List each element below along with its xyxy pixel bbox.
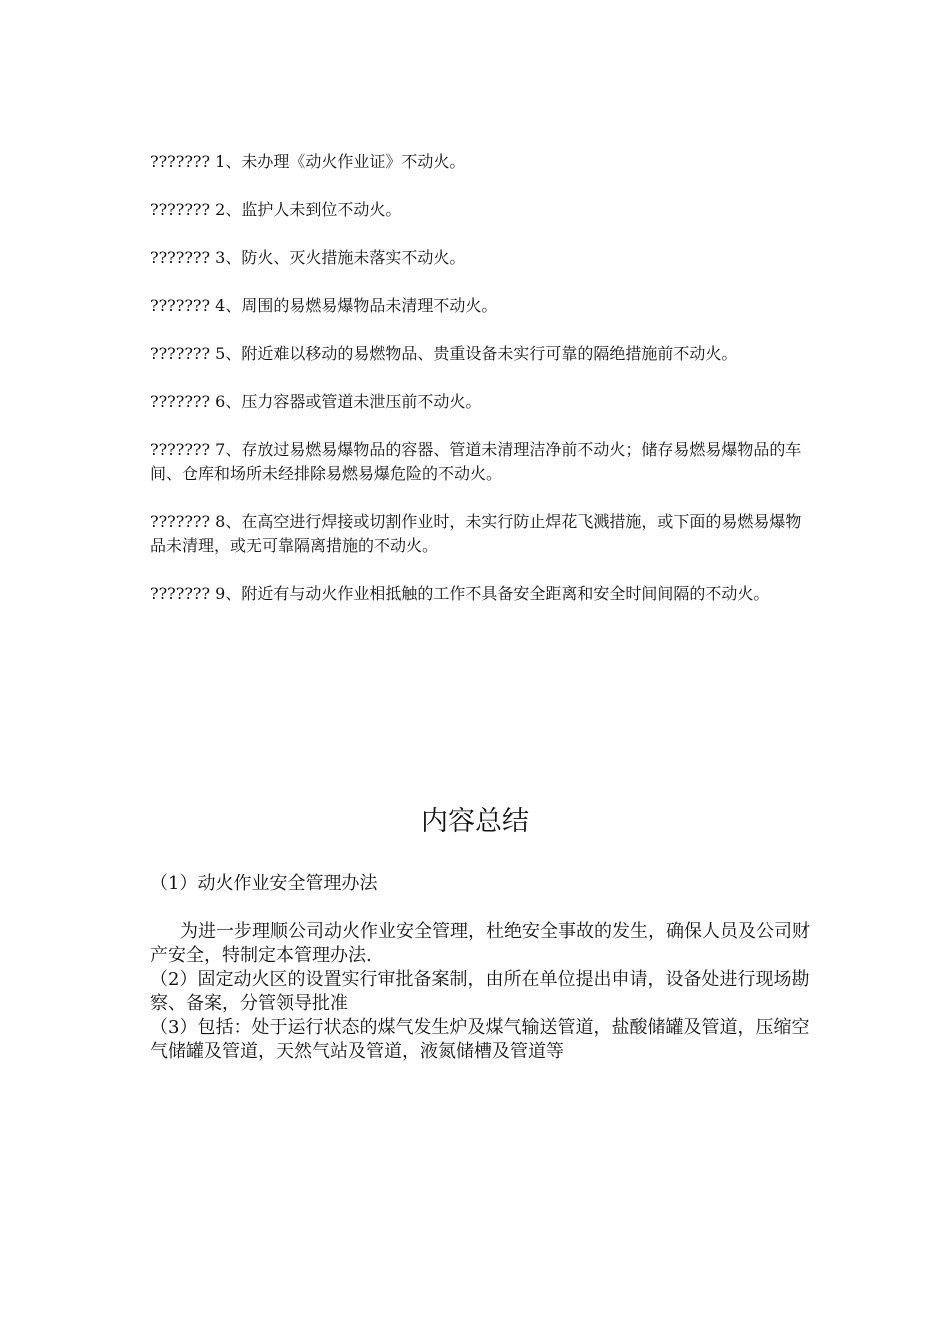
rule-item-6: ??????? 6、压力容器或管道未泄压前不动火。 xyxy=(150,392,482,411)
summary-body xyxy=(150,872,810,1064)
rule-item-3: ??????? 3、防火、灭火措施未落实不动火。 xyxy=(150,248,466,267)
rule-item-2: ??????? 2、监护人未到位不动火。 xyxy=(150,200,402,219)
rule-item-9: ??????? 9、附近有与动火作业相抵触的工作不具备安全距离和安全时间间隔的不动火。 xyxy=(150,584,770,603)
rule-item-4: ??????? 4、周围的易燃易爆物品未清理不动火。 xyxy=(150,296,498,315)
summary-item-3: （3）包括：处于运行状态的煤气发生炉及煤气输送管道，盐酸储罐及管道，压缩空气储罐及管道，天然气站及管道，液氮储槽及管道等 xyxy=(150,1017,810,1062)
rule-item-8: ??????? 8、在高空进行焊接或切割作业时，未实行防止焊花飞溅措施，或下面的易燃易爆物品未清理，或无可靠隔离措施的不动火。 xyxy=(150,512,802,555)
summary-intro-paragraph: 为进一步理顺公司动火作业安全管理，杜绝安全事故的发生，确保人员及公司财产安全，特制定本管理办法. xyxy=(150,921,810,966)
summary-item-1: （1）动火作业安全管理办法 xyxy=(150,873,378,894)
rule-item-7: ??????? 7、存放过易燃易爆物品的容器、管道未清理洁净前不动火；储存易燃易爆物品的车间、仓库和场所未经排除易燃易爆危险的不动火。 xyxy=(150,440,802,483)
fire-work-rules xyxy=(150,150,810,630)
rule-item-1: ??????? 1、未办理《动火作业证》不动火。 xyxy=(150,152,466,171)
summary-title: 内容总结 xyxy=(421,806,529,837)
summary-item-2: （2）固定动火区的设置实行审批备案制，由所在单位提出申请，设备处进行现场勘察、备案，分管领导批准 xyxy=(150,969,810,1014)
rule-item-5: ??????? 5、附近难以移动的易燃物品、贵重设备未实行可靠的隔绝措施前不动火。 xyxy=(150,344,738,363)
